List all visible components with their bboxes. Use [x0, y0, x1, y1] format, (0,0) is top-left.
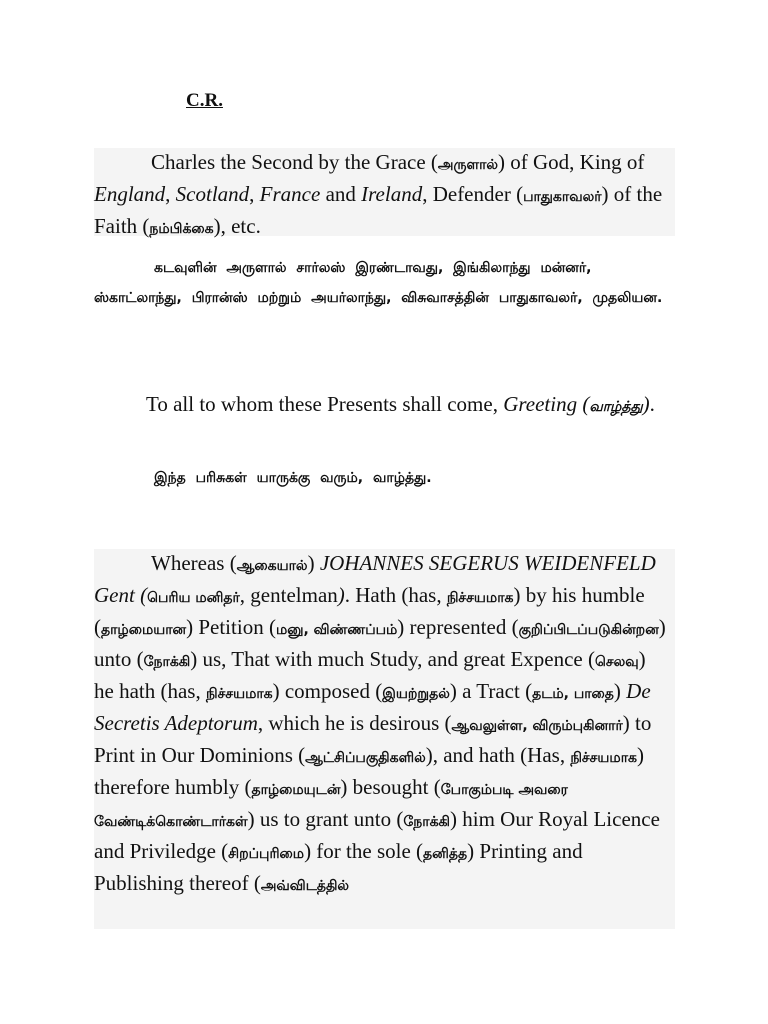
document-heading: C.R.	[186, 90, 223, 111]
translation-text: கடவுளின் அருளால் சார்லஸ் இரண்டாவது, இங்கிலாந்து மன்னர், ஸ்காட்லாந்து, பிரான்ஸ் மற்றும் அயர்லாந்து, விசுவாசத்தின் பாதுகாவலர், முதலியன.	[94, 260, 663, 306]
greeting-paragraph	[94, 390, 675, 422]
translation-text: இந்த பரிசுகள் யாருக்கு வரும், வாழ்த்து.	[154, 470, 432, 486]
proclamation-translation	[94, 253, 675, 313]
petition-paragraph	[94, 549, 675, 929]
petition-text: Whereas (ஆகையால்) JOHANNES SEGERUS WEIDENFELD Gent (பெரிய மனிதர், gentelman). Hath (has, நிச்சயமாக) by his humble (தாழ்மையான) Petition (மனு, விண்ணப்பம்) represented (குறிப்பிடப்படுகின்றன) unto (நோக்கி) us, That with much Study, and great Expence (செலவு) he hath (has, நிச்சயமாக) composed (இயற்றுதல்) a Tract (தடம், பாதை) De Secretis Adeptorum, which he is desirous (ஆவலுள்ள, விரும்புகினார்) to Print in Our Dominions (ஆட்சிப்பகுதிகளில்), and hath (Has, நிச்சயமாக) therefore humbly (தாழ்மையுடன்) besought (போகும்படி அவரை வேண்டிக்கொண்டார்கள்) us to grant unto (நோக்கி) him Our Royal Licence and Priviledge (சிறப்புரிமை) for the sole (தனித்த) Printing and Publishing thereof (அவ்விடத்தில்	[94, 551, 666, 895]
proclamation-paragraph	[94, 148, 675, 236]
greeting-translation	[94, 463, 675, 493]
proclamation-text: Charles the Second by the Grace (அருளால்) of God, King of England, Scotland, France and Ireland, Defender (பாதுகாவலர்) of the Faith (நம்பிக்கை), etc.	[94, 150, 663, 238]
greeting-text: To all to whom these Presents shall come, Greeting (வாழ்த்து).	[146, 392, 655, 416]
